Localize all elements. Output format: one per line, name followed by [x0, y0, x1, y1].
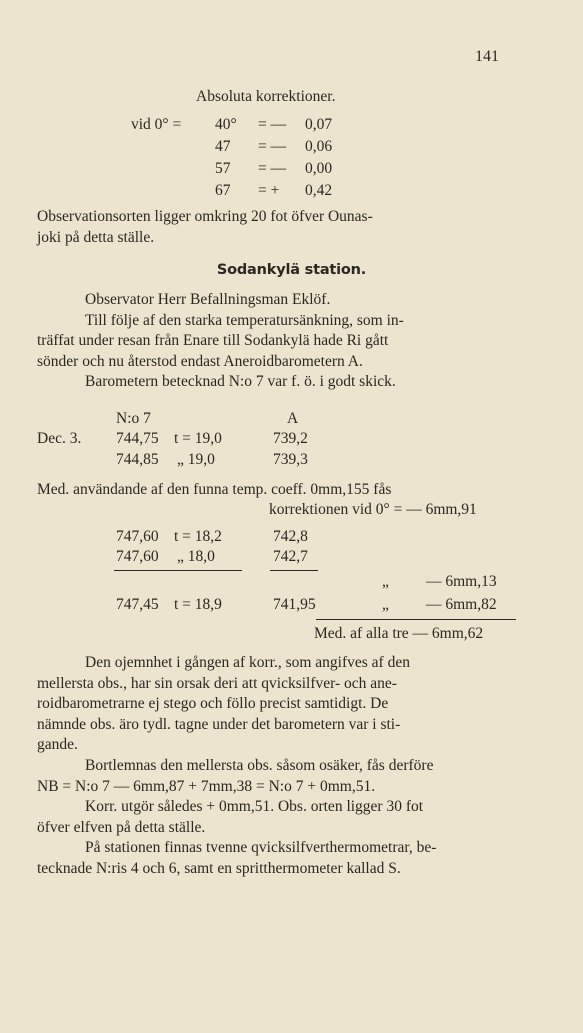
- text-line: träffat under resan från Enare till Sodankylä hade Ri gått: [37, 332, 389, 350]
- paragraph-observer: [37, 290, 517, 393]
- table-cell: t = 19,0: [174, 430, 222, 447]
- abs-row-eq: = +: [258, 182, 280, 199]
- abs-row-eq: = —: [258, 160, 287, 177]
- table-cell: 747,60: [116, 528, 159, 545]
- ditto-mark: „: [382, 596, 389, 613]
- table-col-header: A: [287, 410, 299, 427]
- sum-rule: [270, 570, 318, 571]
- abs-row-value: 0,06: [305, 138, 333, 155]
- ditto-mark: „: [382, 573, 389, 590]
- table-cell: „ 18,0: [177, 548, 215, 565]
- table-cell: 744,75: [116, 430, 159, 447]
- text-line: roidbarometrarne ej stego och föllo precist samtidigt. De: [37, 695, 389, 713]
- table-cell: „ 19,0: [177, 451, 215, 468]
- table-cell: 742,7: [273, 548, 308, 565]
- table-col-header: N:o 7: [116, 410, 151, 427]
- table-cell: 739,3: [273, 451, 308, 468]
- text-line: Barometern betecknad N:o 7 var f. ö. i godt skick.: [85, 373, 396, 391]
- abs-row-prefix: vid 0° =: [131, 116, 182, 133]
- abs-row-eq: = —: [258, 138, 287, 155]
- text-line: gande.: [37, 736, 78, 754]
- text-line: mellersta obs., har sin orsak deri att qvicksilfver- och ane-: [37, 674, 397, 692]
- abs-row-a: 47: [215, 138, 231, 155]
- paragraph-observation-site: [37, 207, 517, 248]
- abs-row-value: 0,42: [305, 182, 333, 199]
- page-number: 141: [475, 48, 499, 65]
- abs-row-a: 57: [215, 160, 231, 177]
- med-line: Med. användande af den funna temp. coeff. 0mm,155 fås: [37, 481, 392, 498]
- text-line: Korr. utgör således + 0mm,51. Obs. orten ligger 30 fot: [85, 798, 424, 816]
- med-all-line: Med. af alla tre — 6mm,62: [314, 625, 484, 642]
- table-cell: 747,60: [116, 548, 159, 565]
- sum-rule: [316, 619, 516, 620]
- table-cell: 739,2: [273, 430, 308, 447]
- text-line: sönder och nu återstod endast Aneroidbarometern A.: [37, 352, 363, 370]
- text-line: På stationen finnas tvenne qvicksilfverthermometrar, be-: [85, 839, 437, 857]
- abs-row-eq: = —: [258, 116, 287, 133]
- paragraph-conclusion: [37, 653, 517, 880]
- table-date: Dec. 3.: [37, 430, 82, 447]
- med-line: korrektionen vid 0° = — 6mm,91: [269, 501, 477, 518]
- table-cell: 742,8: [273, 528, 308, 545]
- text-line: Observationsorten ligger omkring 20 fot öfver Ounas-: [37, 208, 373, 225]
- text-line: Observator Herr Befallningsman Eklöf.: [85, 291, 331, 308]
- table-cell: — 6mm,82: [426, 596, 497, 613]
- table-cell: t = 18,2: [174, 528, 222, 545]
- abs-corrections-title: Absoluta korrektioner.: [196, 88, 336, 105]
- table-cell: t = 18,9: [174, 596, 222, 613]
- text-line: Bortlemnas den mellersta obs. såsom osäker, fås derföre: [85, 756, 434, 774]
- text-line: joki på detta ställe.: [37, 228, 155, 246]
- table-cell: — 6mm,13: [426, 573, 497, 590]
- text-line: nämnde obs. äro tydl. tagne under det barometern var i sti-: [37, 715, 401, 733]
- text-line: tecknade N:ris 4 och 6, samt en spritthermometer kallad S.: [37, 859, 401, 877]
- text-line: Till följe af den starka temperatursänkning, som in-: [85, 311, 404, 329]
- abs-row-value: 0,07: [305, 116, 333, 133]
- table-cell: 747,45: [116, 596, 159, 613]
- abs-row-a: 67: [215, 182, 231, 199]
- sum-rule: [114, 570, 242, 571]
- text-line: öfver elfven på detta ställe.: [37, 818, 206, 836]
- table-cell: 744,85: [116, 451, 159, 468]
- station-heading: Sodankylä station.: [216, 262, 367, 278]
- abs-row-value: 0,00: [305, 160, 333, 177]
- text-line: NB = N:o 7 — 6mm,87 + 7mm,38 = N:o 7 + 0mm,51.: [37, 777, 376, 795]
- text-line: Den ojemnhet i gången af korr., som angifves af den: [85, 654, 410, 671]
- table-cell: 741,95: [273, 596, 316, 613]
- abs-row-a: 40°: [215, 116, 237, 133]
